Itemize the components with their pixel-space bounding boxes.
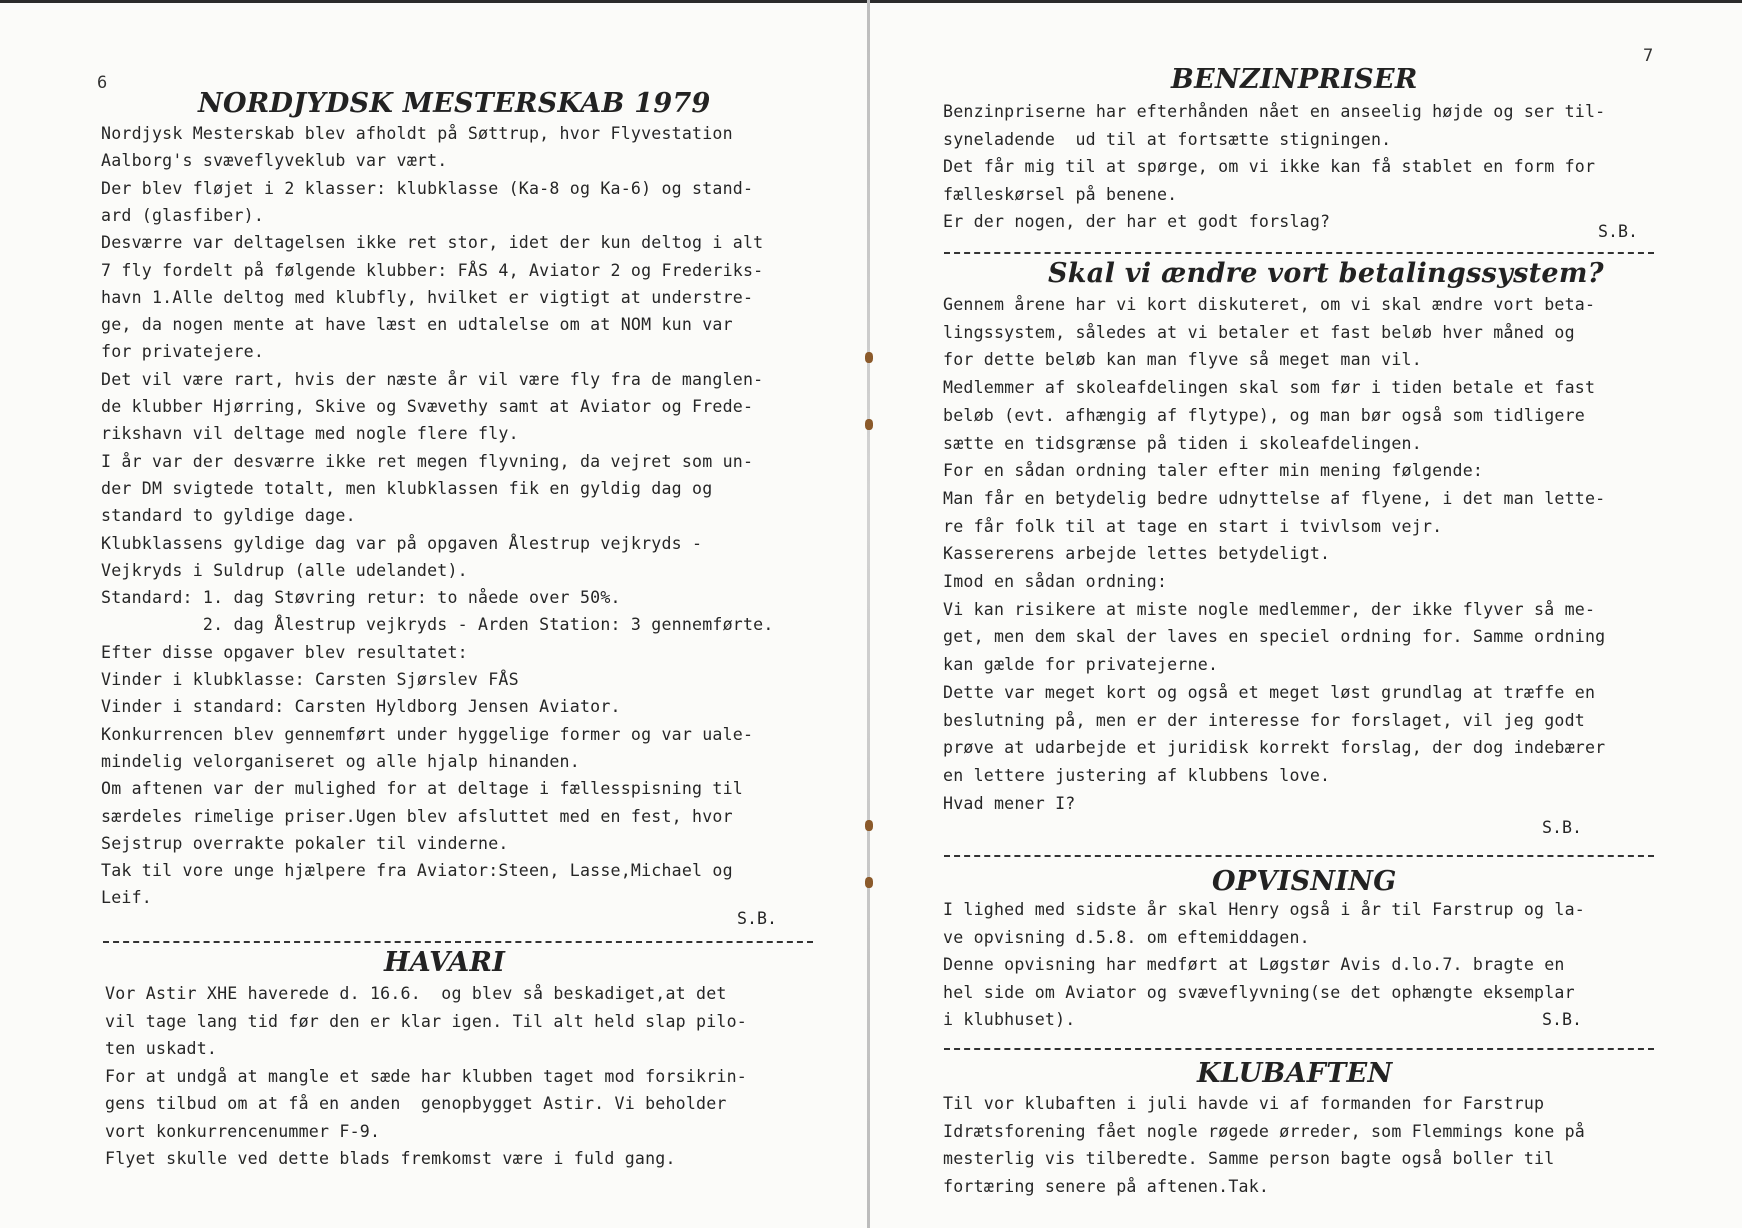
- text-line: Vejkryds i Suldrup (alle udelandet).: [101, 560, 468, 580]
- text-line: rikshavn vil deltage med nogle flere fly.: [101, 424, 519, 444]
- text-line: standard to gyldige dage.: [101, 506, 356, 526]
- text-line: fortæring senere på aftenen.Tak.: [943, 1176, 1270, 1196]
- dashed-divider: [944, 855, 1654, 857]
- article-title: Skal vi ændre vort betalingssystem?: [1048, 258, 1604, 289]
- text-line: vil tage lang tid før den er klar igen. Til alt held slap pilo-: [105, 1011, 747, 1031]
- text-line: Imod en sådan ordning:: [943, 572, 1168, 591]
- staple-mark: [865, 820, 873, 831]
- text-line: Medlemmer af skoleafdelingen skal som før i tiden betale et fast: [943, 378, 1596, 398]
- text-line: for dette beløb kan man flyve så meget man vil.: [943, 350, 1422, 370]
- text-line: ten uskadt.: [105, 1039, 218, 1058]
- article-title: OPVISNING: [1212, 866, 1397, 897]
- text-line: For en sådan ordning taler efter min mening følgende:: [943, 461, 1484, 481]
- page-number: 6: [97, 73, 108, 93]
- text-line: Vinder i klubklasse: Carsten Sjørslev FÅS: [101, 670, 519, 689]
- text-line: vort konkurrencenummer F-9.: [105, 1121, 381, 1141]
- text-line: særdeles rimelige priser.Ugen blev afsluttet med en fest, hvor: [101, 806, 733, 826]
- text-line: syneladende ud til at fortsætte stigningen.: [943, 129, 1392, 149]
- text-line: ve opvisning d.5.8. om eftemiddagen.: [943, 927, 1310, 947]
- text-line: Vinder i standard: Carsten Hyldborg Jensen Aviator.: [101, 697, 621, 717]
- dashed-divider: [944, 252, 1654, 254]
- text-line: prøve at udarbejde et juridisk korrekt forslag, der dog indebærer: [943, 738, 1606, 758]
- text-line: Er der nogen, der har et godt forslag?: [943, 212, 1331, 232]
- text-line: I lighed med sidste år skal Henry også i år til Farstrup og la-: [943, 900, 1585, 919]
- text-line: Tak til vore unge hjælpere fra Aviator:Steen, Lasse,Michael og: [101, 861, 733, 881]
- text-line: For at undgå at mangle et sæde har klubben taget mod forsikrin-: [105, 1066, 747, 1086]
- text-line: Hvad mener I?: [943, 793, 1076, 813]
- text-line: fælleskørsel på benene.: [943, 184, 1178, 204]
- text-line: Det vil være rart, hvis der næste år vil være fly fra de manglen-: [101, 369, 764, 389]
- text-line: ge, da nogen mente at have læst en udtalelse om at NOM kun var: [101, 315, 733, 335]
- text-line: Aalborg's svæveflyveklub var vært.: [101, 151, 448, 171]
- signature: S.B.: [737, 909, 777, 928]
- signature: S.B.: [1542, 818, 1582, 837]
- text-line: havn 1.Alle deltog med klubfly, hvilket er vigtigt at understre-: [101, 287, 754, 307]
- signature: S.B.: [1598, 222, 1638, 241]
- text-line: Nordjysk Mesterskab blev afholdt på Søttrup, hvor Flyvestation: [101, 124, 733, 143]
- text-line: Gennem årene har vi kort diskuteret, om vi skal ændre vort beta-: [943, 295, 1596, 314]
- article-title: BENZINPRISER: [1171, 64, 1418, 95]
- text-line: Klubklassens gyldige dag var på opgaven Ålestrup vejkryds -: [101, 533, 703, 553]
- text-line: Standard: 1. dag Støvring retur: to nåede over 50%.: [101, 588, 621, 608]
- text-line: Der blev fløjet i 2 klasser: klubklasse (Ka-8 og Ka-6) og stand-: [101, 178, 754, 198]
- article-title: KLUBAFTEN: [1197, 1058, 1393, 1089]
- text-line: beløb (evt. afhængig af flytype), og man bør også som tidligere: [943, 405, 1585, 425]
- text-line: de klubber Hjørring, Skive og Svævethy samt at Aviator og Frede-: [101, 397, 754, 416]
- text-line: Konkurrencen blev gennemført under hyggelige former og var uale-: [101, 724, 754, 744]
- text-line: Idrætsforening fået nogle røgede ørreder, som Flemmings kone på: [943, 1121, 1585, 1141]
- text-line: Flyet skulle ved dette blads fremkomst være i fuld gang.: [105, 1149, 676, 1168]
- text-line: Kassererens arbejde lettes betydeligt.: [943, 544, 1331, 564]
- text-line: I år var der desværre ikke ret megen flyvning, da vejret som un-: [101, 451, 754, 471]
- text-line: beslutning på, men er der interesse for forslaget, vil jeg godt: [943, 710, 1585, 730]
- text-line: i klubhuset).: [943, 1010, 1076, 1030]
- article-title: NORDJYDSK MESTERSKAB 1979: [198, 88, 711, 119]
- text-line: Vi kan risikere at miste nogle medlemmer, der ikke flyver så me-: [943, 599, 1596, 619]
- article-title: HAVARI: [384, 947, 506, 978]
- text-line: Man får en betydelig bedre udnyttelse af flyene, i det man lette-: [943, 488, 1606, 508]
- text-line: for privatejere.: [101, 342, 265, 362]
- text-line: hel side om Aviator og svæveflyvning(se det ophængte eksemplar: [943, 982, 1575, 1002]
- text-line: gens tilbud om at få en anden genopbygget Astir. Vi beholder: [105, 1094, 727, 1113]
- page-number: 7: [1643, 46, 1654, 66]
- text-line: Desværre var deltagelsen ikke ret stor, idet der kun deltog i alt: [101, 233, 764, 253]
- text-line: Sejstrup overrakte pokaler til vinderne.: [101, 833, 509, 853]
- text-line: Vor Astir XHE haverede d. 16.6. og blev så beskadiget,at det: [105, 984, 727, 1003]
- text-line: re får folk til at tage en start i tvivlsom vejr.: [943, 516, 1443, 536]
- scan-top-border: [0, 0, 1742, 3]
- staple-mark: [865, 352, 873, 363]
- staple-mark: [865, 877, 873, 888]
- staple-mark: [865, 419, 873, 430]
- text-line: Leif.: [101, 888, 152, 908]
- text-line: lingssystem, således at vi betaler et fast beløb hver måned og: [943, 322, 1575, 342]
- text-line: Om aftenen var der mulighed for at deltage i fællesspisning til: [101, 779, 743, 799]
- text-line: Denne opvisning har medført at Løgstør Avis d.lo.7. bragte en: [943, 955, 1565, 975]
- dashed-divider: [103, 941, 813, 943]
- text-line: Det får mig til at spørge, om vi ikke kan få stablet en form for: [943, 157, 1596, 177]
- text-line: mesterlig vis tilberedte. Samme person bagte også boller til: [943, 1149, 1555, 1169]
- text-line: Benzinpriserne har efterhånden nået en anseelig højde og ser til-: [943, 102, 1606, 121]
- text-line: 7 fly fordelt på følgende klubber: FÅS 4, Aviator 2 og Frederiks-: [101, 260, 764, 280]
- text-line: mindelig velorganiseret og alle hjalp hinanden.: [101, 751, 580, 771]
- text-line: Til vor klubaften i juli havde vi af formanden for Farstrup: [943, 1094, 1545, 1113]
- page-gutter: [867, 0, 870, 1228]
- text-line: Dette var meget kort og også et meget løst grundlag at træffe en: [943, 682, 1596, 702]
- text-line: get, men dem skal der laves en speciel ordning for. Samme ordning: [943, 627, 1606, 647]
- text-line: sætte en tidsgrænse på tiden i skoleafdelingen.: [943, 433, 1422, 453]
- signature: S.B.: [1542, 1010, 1582, 1029]
- text-line: en lettere justering af klubbens love.: [943, 765, 1331, 785]
- text-line: Efter disse opgaver blev resultatet:: [101, 642, 468, 662]
- text-line: der DM svigtede totalt, men klubklassen fik en gyldig dag og: [101, 478, 713, 498]
- text-line: ard (glasfiber).: [101, 205, 265, 225]
- text-line: 2. dag Ålestrup vejkryds - Arden Station: 3 gennemførte.: [101, 615, 774, 635]
- text-line: kan gælde for privatejerne.: [943, 655, 1219, 675]
- dashed-divider: [944, 1048, 1654, 1050]
